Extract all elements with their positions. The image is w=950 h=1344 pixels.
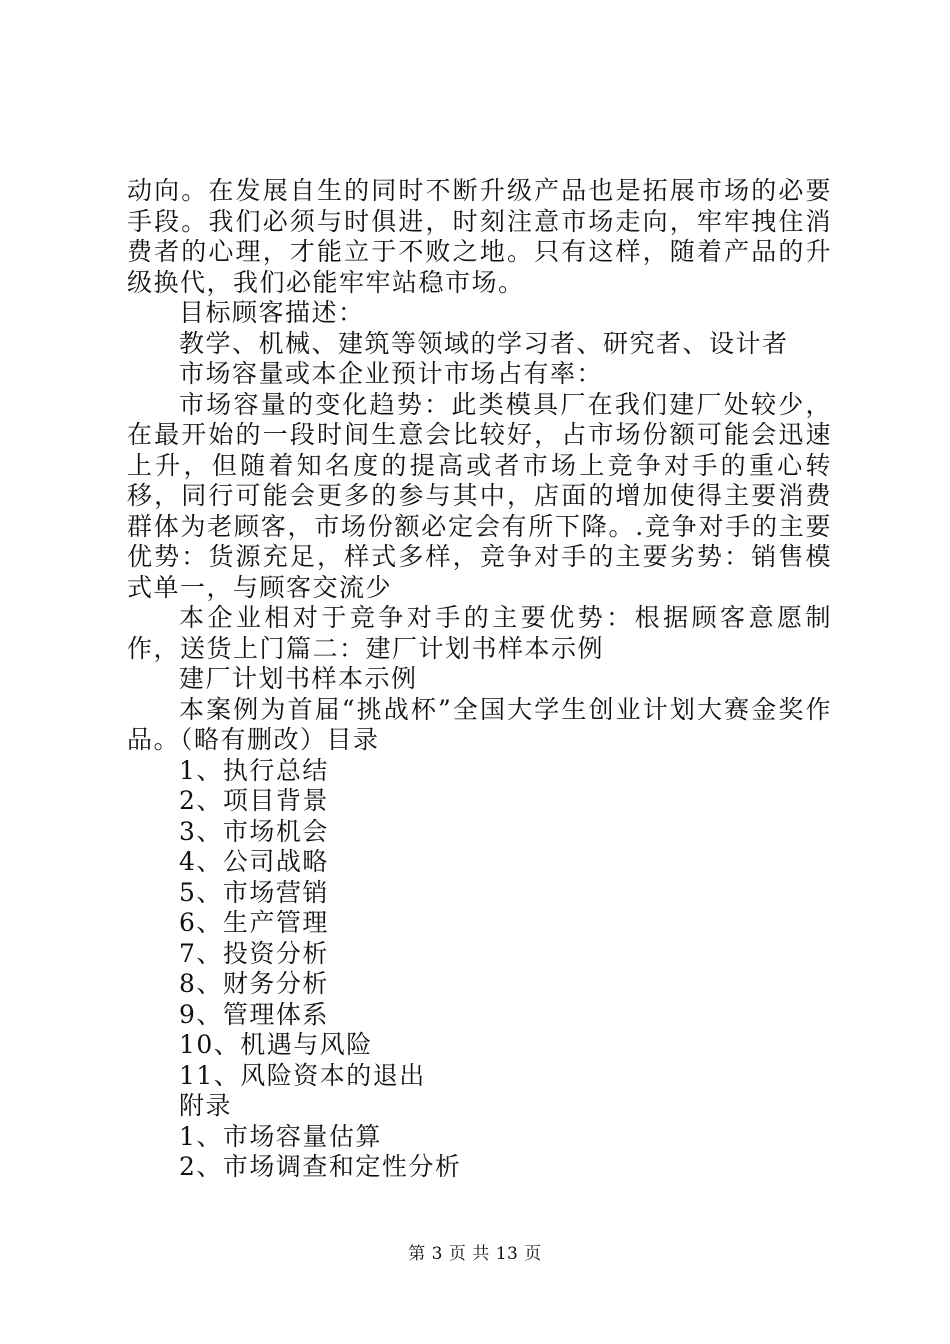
toc-item: 11、风险资本的退出 — [179, 1060, 426, 1090]
toc-item: 3、市场机会 — [179, 816, 329, 846]
toc-item: 4、公司战略 — [179, 847, 329, 876]
paragraph-target-customer-heading: 目标顾客描述： — [179, 298, 365, 327]
toc-item: 6、生产管理 — [179, 908, 329, 937]
toc-item: 7、投资分析 — [179, 938, 329, 968]
paragraph-sample-title: 建厂计划书样本示例 — [179, 664, 418, 693]
paragraph-market-trend: 市场容量的变化趋势：此类模具厂在我们建厂处较少，在最开始的一段时间生意会比较好，占市场份额可能会迅速上升，但随着知名度的提高或者市场上竞争对手的重心转移，同行可能会更多的参与其中，店面的增加使得主要消费群体为老顾客，市场份额必定会有所下降。.竞争对手的主要优势：货源充足，样式多样，竞争对手的主要劣势：销售模式单一，与顾客交流少 — [127, 389, 832, 602]
paragraph-market-direction: 动向。在发展自生的同时不断升级产品也是拓展市场的必要手段。我们必须与时俱进，时刻注意市场走向，牢牢拽住消费者的心理，才能立于不败之地。只有这样，随着产品的升级换代，我们必能牢牢站稳市场。 — [127, 176, 832, 297]
toc-item: 8、财务分析 — [179, 969, 329, 998]
appendix-item: 2、市场调查和定性分析 — [179, 1152, 462, 1181]
toc-item: 1、执行总结 — [179, 755, 329, 785]
page-number-footer: 第 3 页 共 13 页 — [408, 1244, 542, 1264]
paragraph-market-share-heading: 市场容量或本企业预计市场占有率： — [179, 359, 604, 388]
document-body — [127, 176, 832, 1183]
toc-item: 2、项目背景 — [179, 786, 329, 815]
appendix-item: 1、市场容量估算 — [179, 1121, 382, 1151]
appendix-heading: 附录 — [179, 1091, 233, 1120]
toc-item: 9、管理体系 — [179, 999, 329, 1029]
paragraph-advantages: 本企业相对于竞争对手的主要优势：根据顾客意愿制作，送货上门篇二：建厂计划书样本示例 — [127, 603, 832, 663]
paragraph-target-customer: 教学、机械、建筑等领域的学习者、研究者、设计者 — [179, 328, 789, 358]
toc-item: 10、机遇与风险 — [179, 1030, 373, 1059]
table-of-contents — [127, 756, 832, 1092]
appendix-list — [127, 1122, 832, 1183]
toc-item: 5、市场营销 — [179, 877, 329, 907]
paragraph-case-intro: 本案例为首届“挑战杯”全国大学生创业计划大赛金奖作品。（略有删改）目录 — [127, 694, 832, 754]
